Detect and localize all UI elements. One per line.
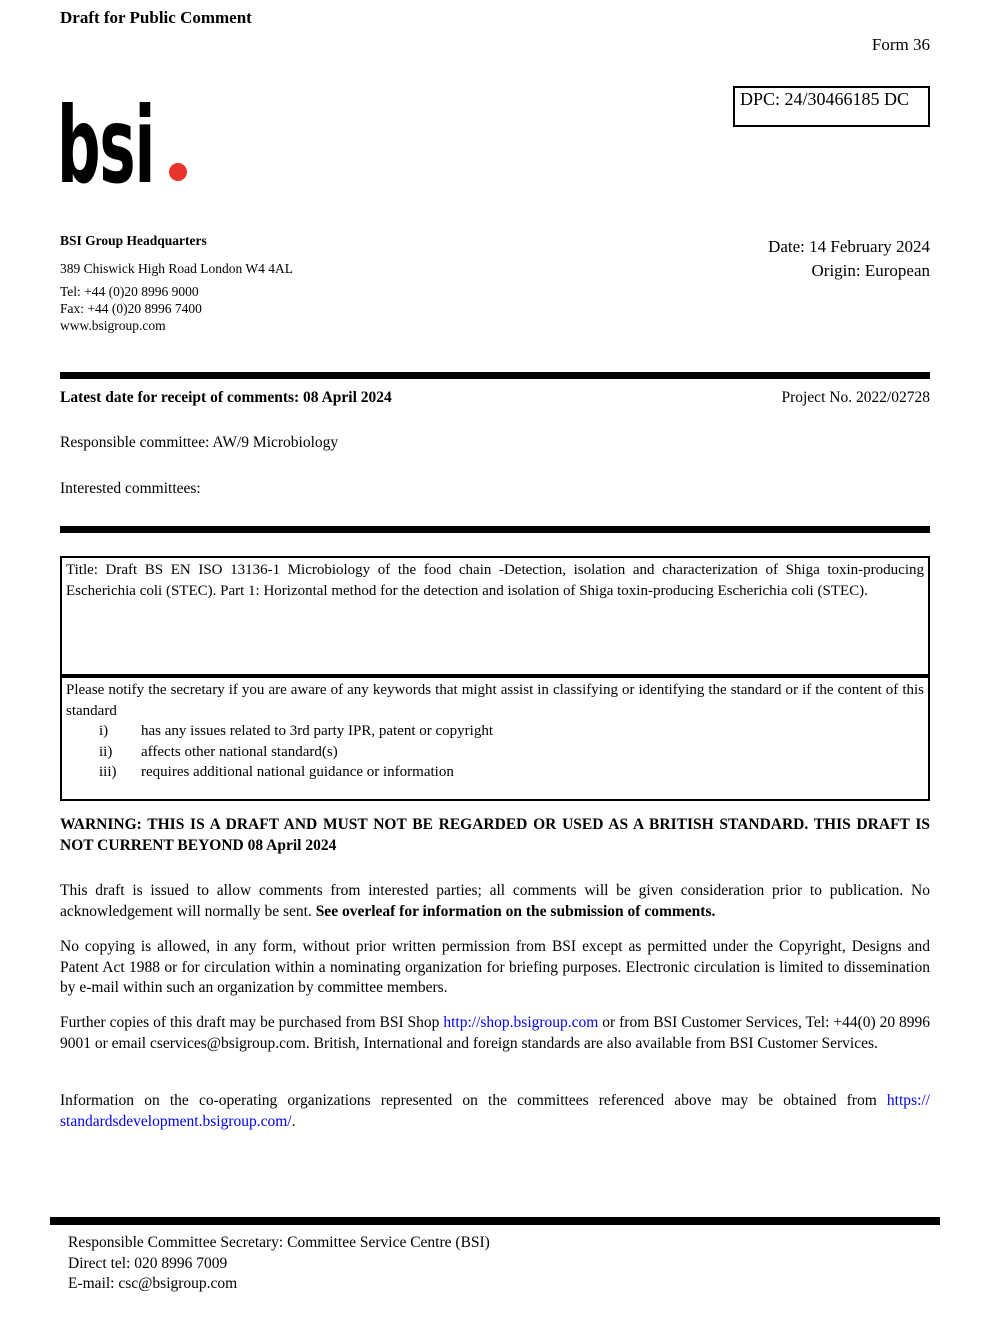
draft-warning: WARNING: THIS IS A DRAFT AND MUST NOT BE REGARDED OR USED AS A BRITISH STANDARD. THIS DRAFT IS NOT CURRENT BEYOND 08 April 2024: [60, 816, 930, 854]
footer-tel: Direct tel: 020 8996 7009: [68, 1254, 228, 1272]
paragraph-text: Further copies of this draft may be purchased from BSI Shop: [60, 1014, 444, 1031]
paragraph-text: Information on the co-operating organizations represented on the committees referenced above may be obtained from: [60, 1092, 887, 1109]
responsible-committee: Responsible committee: AW/9 Microbiology: [60, 434, 339, 451]
paragraph-draft-issued: [60, 881, 930, 922]
keywords-item: [99, 721, 924, 742]
footer-secretary: Responsible Committee Secretary: Committee Service Centre (BSI): [68, 1234, 490, 1251]
page-title: Draft for Public Comment: [60, 8, 252, 27]
date-origin-block: [768, 235, 930, 283]
comments-deadline-row: [60, 389, 930, 407]
bsi-logo-red-dot-icon: [169, 163, 187, 181]
document-date: Date: 14 February 2024: [768, 237, 930, 256]
project-number: Project No. 2022/02728: [781, 389, 930, 406]
paragraph-text: or from BSI Customer Services, Tel: +44(0) 20 8996 9001 or email cservices@bsigroup.com. British, International and foreign standards are also available from BSI Customer Services.: [60, 1014, 931, 1052]
hq-heading: BSI Group Headquarters: [60, 233, 207, 248]
keywords-box: [60, 676, 930, 801]
paragraph-further-copies: [60, 1013, 930, 1054]
hq-tel: Tel: +44 (0)20 8996 9000: [60, 284, 199, 299]
keywords-item: [99, 762, 924, 783]
footer-block: [68, 1233, 490, 1295]
bsi-shop-link[interactable]: http://shop.bsigroup.com: [443, 1014, 599, 1031]
keywords-item-marker: i): [99, 723, 109, 739]
footer-email: E-mail: csc@bsigroup.com: [68, 1275, 238, 1292]
keywords-item-text: requires additional national guidance or information: [141, 764, 454, 780]
dpc-number-box: [733, 86, 930, 127]
bsi-logo: bsi: [57, 85, 155, 207]
document-origin: Origin: European: [811, 261, 930, 280]
dpc-number: DPC: 24/30466185 DC: [740, 89, 910, 109]
hq-address: 389 Chiswick High Road London W4 4AL: [60, 261, 293, 276]
footer-divider-bar: [50, 1217, 940, 1225]
latest-date-label: Latest date for receipt of comments: 08 April 2024: [60, 389, 392, 406]
form-number: Form 36: [871, 35, 930, 54]
keywords-item-text: affects other national standard(s): [141, 743, 338, 760]
standards-development-link[interactable]: https://standardsdevelopment.bsigroup.com/: [60, 1092, 930, 1130]
interested-committees: Interested committees:: [60, 480, 201, 497]
hq-fax: Fax: +44 (0)20 8996 7400: [60, 301, 202, 316]
paragraph-cooperating-orgs: [60, 1091, 930, 1132]
keywords-item: [99, 742, 924, 763]
paragraph-text: This draft is issued to allow comments from interested parties; all comments will be given consideration prior to publication. No acknowledgement will normally be sent.: [60, 882, 930, 920]
paragraph-no-copying: No copying is allowed, in any form, without prior written permission from BSI except as permitted under the Copyright, Designs and Patent Act 1988 or for circulation within a nominating organization for briefing purposes. Electronic circulation is limited to dissemination by e-mail within such an organization by committee members.: [60, 938, 930, 996]
keywords-item-marker: iii): [99, 764, 117, 780]
hq-website: www.bsigroup.com: [60, 318, 166, 333]
keywords-item-marker: ii): [99, 743, 113, 760]
title-box: [60, 556, 930, 676]
divider-bar-top: [60, 372, 930, 379]
keywords-item-text: has any issues related to 3rd party IPR, patent or copyright: [141, 723, 494, 739]
divider-bar-middle: [60, 526, 930, 533]
see-overleaf-note: See overleaf for information on the submission of comments.: [315, 902, 716, 920]
paragraph-text: .: [291, 1112, 296, 1130]
keywords-intro: Please notify the secretary if you are aware of any keywords that might assist in classifying or identifying the standard or if the content of this standard: [66, 682, 924, 719]
standard-title: Title: Draft BS EN ISO 13136-1 Microbiology of the food chain -Detection, isolation and characterization of Shiga toxin-producing Escherichia coli (STEC). Part 1: Horizontal method for the detection and isolation of Shiga toxin-producing Escherichia coli (STEC).: [66, 562, 924, 599]
